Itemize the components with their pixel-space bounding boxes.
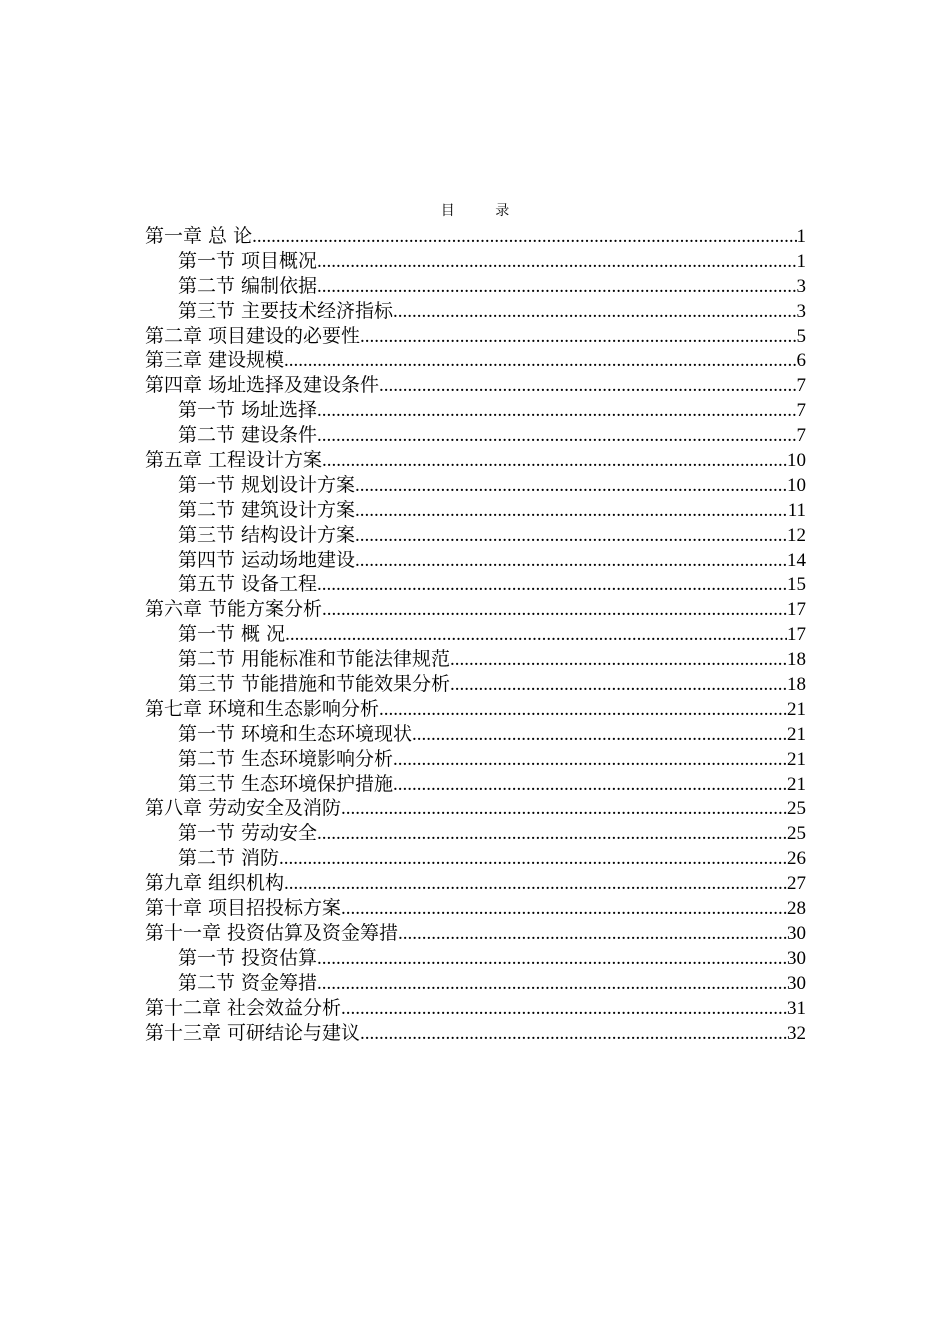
toc-entry-label: 第二节 消防 — [178, 847, 280, 870]
toc-section-entry[interactable] — [145, 772, 806, 797]
toc-section-entry[interactable] — [145, 622, 806, 647]
toc-page-number: 10 — [787, 474, 806, 496]
toc-entry-label: 第十三章 可研结论与建议 — [145, 1021, 361, 1044]
toc-page-number: 3 — [796, 275, 806, 297]
toc-dot-leader — [450, 648, 787, 673]
toc-page-number: 30 — [787, 922, 806, 944]
toc-page-number: 14 — [787, 549, 806, 571]
toc-page-number: 7 — [796, 400, 806, 422]
toc-dot-leader — [341, 897, 787, 922]
toc-section-entry[interactable] — [145, 523, 806, 548]
toc-section-entry[interactable] — [145, 473, 806, 498]
toc-list — [145, 224, 806, 1045]
toc-page-number: 21 — [787, 748, 806, 770]
toc-dot-leader — [360, 1022, 787, 1047]
toc-page-number: 21 — [787, 773, 806, 795]
toc-entry-label: 第一节 项目概况 — [178, 249, 318, 272]
toc-chapter-entry[interactable] — [145, 921, 806, 946]
toc-dot-leader — [393, 748, 787, 773]
toc-page-number: 18 — [787, 674, 806, 696]
toc-page-number: 6 — [796, 350, 806, 372]
toc-dot-leader — [398, 922, 787, 947]
toc-dot-leader — [317, 573, 787, 598]
toc-dot-leader — [355, 524, 787, 549]
toc-entry-label: 第十二章 社会效益分析 — [145, 996, 342, 1019]
toc-entry-label: 第五节 设备工程 — [178, 573, 318, 596]
toc-page-number: 21 — [787, 723, 806, 745]
toc-dot-leader — [317, 822, 787, 847]
toc-section-entry[interactable] — [145, 274, 806, 299]
toc-chapter-entry[interactable] — [145, 697, 806, 722]
toc-section-entry[interactable] — [145, 647, 806, 672]
toc-page-number: 1 — [796, 250, 806, 272]
toc-dot-leader — [317, 972, 787, 997]
toc-chapter-entry[interactable] — [145, 896, 806, 921]
toc-page-number: 27 — [787, 873, 806, 895]
toc-page-number: 17 — [787, 624, 806, 646]
toc-entry-label: 第三节 生态环境保护措施 — [178, 772, 394, 795]
toc-entry-label: 第一节 场址选择 — [178, 399, 318, 422]
toc-entry-label: 第十一章 投资估算及资金筹措 — [145, 921, 399, 944]
toc-dot-leader — [322, 598, 787, 623]
toc-dot-leader — [355, 474, 787, 499]
toc-entry-label: 第二节 建设条件 — [178, 424, 318, 447]
toc-dot-leader — [285, 623, 787, 648]
toc-page-number: 1 — [796, 226, 806, 247]
toc-entry-label: 第二节 编制依据 — [178, 274, 318, 297]
toc-chapter-entry[interactable] — [145, 373, 806, 398]
toc-section-entry[interactable] — [145, 821, 806, 846]
toc-entry-label: 第四章 场址选择及建设条件 — [145, 374, 380, 397]
toc-dot-leader — [317, 399, 796, 424]
toc-page-number: 12 — [787, 524, 806, 546]
toc-section-entry[interactable] — [145, 946, 806, 971]
toc-entry-label: 第一节 概 况 — [178, 623, 286, 646]
toc-page-number: 25 — [787, 823, 806, 845]
toc-entry-label: 第六章 节能方案分析 — [145, 598, 323, 621]
toc-entry-label: 第三章 建设规模 — [145, 349, 285, 372]
toc-entry-label: 第三节 主要技术经济指标 — [178, 299, 394, 322]
toc-entry-label: 第九章 组织机构 — [145, 872, 285, 895]
toc-dot-leader — [279, 847, 787, 872]
toc-entry-label: 第十章 项目招投标方案 — [145, 897, 342, 920]
toc-dot-leader — [284, 349, 796, 374]
toc-section-entry[interactable] — [145, 722, 806, 747]
toc-page-number: 32 — [787, 1022, 806, 1044]
toc-page-number: 17 — [787, 599, 806, 621]
toc-entry-label: 第五章 工程设计方案 — [145, 449, 323, 472]
toc-chapter-entry[interactable] — [145, 597, 806, 622]
toc-section-entry[interactable] — [145, 747, 806, 772]
toc-page-number: 11 — [787, 499, 806, 521]
toc-dot-leader — [341, 997, 787, 1022]
toc-page-number: 21 — [787, 698, 806, 720]
toc-page-number: 31 — [787, 997, 806, 1019]
toc-dot-leader — [379, 374, 796, 399]
toc-dot-leader — [393, 773, 787, 798]
toc-dot-leader — [450, 673, 787, 698]
toc-page-number: 15 — [787, 574, 806, 596]
toc-section-entry[interactable] — [145, 971, 806, 996]
toc-dot-leader — [317, 275, 796, 300]
toc-dot-leader — [393, 300, 796, 325]
toc-page-number: 18 — [787, 649, 806, 671]
toc-chapter-entry[interactable] — [145, 996, 806, 1021]
toc-section-entry[interactable] — [145, 398, 806, 423]
toc-dot-leader — [284, 872, 787, 897]
toc-section-entry[interactable] — [145, 672, 806, 697]
toc-dot-leader — [252, 225, 796, 250]
toc-section-entry[interactable] — [145, 423, 806, 448]
toc-section-entry[interactable] — [145, 249, 806, 274]
toc-dot-leader — [317, 947, 787, 972]
toc-page-number: 30 — [787, 972, 806, 994]
toc-page-number: 28 — [787, 898, 806, 920]
toc-section-entry[interactable] — [145, 846, 806, 871]
toc-chapter-entry[interactable] — [145, 1021, 806, 1046]
toc-dot-leader — [355, 549, 787, 574]
toc-section-entry[interactable] — [145, 572, 806, 597]
toc-chapter-entry[interactable] — [145, 324, 806, 349]
toc-entry-label: 第一章 总 论 — [145, 225, 253, 247]
toc-page-number: 25 — [787, 798, 806, 820]
toc-entry-label: 第二节 资金筹措 — [178, 971, 318, 994]
toc-entry-label: 第三节 结构设计方案 — [178, 523, 356, 546]
toc-page-number: 30 — [787, 947, 806, 969]
toc-entry-label: 第八章 劳动安全及消防 — [145, 797, 342, 820]
toc-dot-leader — [341, 797, 787, 822]
toc-dot-leader — [322, 449, 787, 474]
toc-page-number: 3 — [796, 300, 806, 322]
toc-dot-leader — [355, 499, 788, 524]
toc-chapter-entry[interactable] — [145, 796, 806, 821]
toc-entry-label: 第二章 项目建设的必要性 — [145, 324, 361, 347]
toc-chapter-entry[interactable] — [145, 871, 806, 896]
toc-page-number: 7 — [796, 375, 806, 397]
toc-chapter-entry[interactable] — [145, 348, 806, 373]
toc-page-number: 7 — [796, 425, 806, 447]
toc-dot-leader — [379, 698, 787, 723]
toc-title: 目 录 — [440, 203, 528, 219]
toc-page-number: 5 — [796, 325, 806, 347]
toc-entry-label: 第一节 投资估算 — [178, 946, 318, 969]
toc-dot-leader — [317, 424, 796, 449]
toc-entry-label: 第四节 运动场地建设 — [178, 548, 356, 571]
toc-section-entry[interactable] — [145, 299, 806, 324]
toc-page-number: 10 — [787, 450, 806, 472]
toc-entry-label: 第二节 用能标准和节能法律规范 — [178, 648, 451, 671]
toc-entry-label: 第七章 环境和生态影响分析 — [145, 697, 380, 720]
toc-entry-label: 第二节 生态环境影响分析 — [178, 747, 394, 770]
toc-dot-leader — [360, 325, 796, 350]
toc-chapter-entry[interactable] — [145, 224, 806, 249]
toc-section-entry[interactable] — [145, 548, 806, 573]
toc-page-number: 26 — [787, 848, 806, 870]
toc-entry-label: 第三节 节能措施和节能效果分析 — [178, 673, 451, 696]
toc-entry-label: 第一节 规划设计方案 — [178, 473, 356, 496]
toc-dot-leader — [317, 250, 796, 275]
toc-chapter-entry[interactable] — [145, 448, 806, 473]
toc-entry-label: 第一节 环境和生态环境现状 — [178, 722, 413, 745]
toc-entry-label: 第二节 建筑设计方案 — [178, 498, 356, 521]
toc-dot-leader — [412, 723, 787, 748]
toc-section-entry[interactable] — [145, 498, 806, 523]
toc-entry-label: 第一节 劳动安全 — [178, 822, 318, 845]
